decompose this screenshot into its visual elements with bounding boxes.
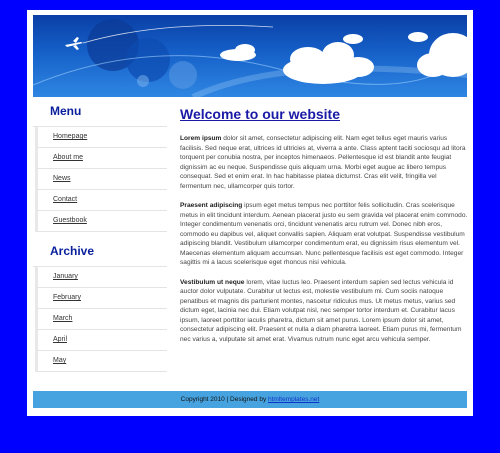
paragraph-3 [180,278,469,345]
archive-item-january[interactable]: January [35,267,167,288]
page-title: Welcome to our website [180,106,340,122]
footer-designer-link[interactable]: htmltemplates.net [268,396,320,403]
archive-item-february[interactable]: February [35,288,167,309]
paragraph-1-text: dolor sit amet, consectetur adipiscing elit. Nam eget tellus eget mauris varius facilisis. Sed neque erat, ultrices id ultricies at, viverra a ante. Class aptent taciti sociosqu ad litora torquent per conubia nostra, per inceptos himenaeos. Pellentesque id est blandit ante feugiat dignissim ac eu neque. Suspendisse quis aliquam urna. Morbi eget augue ac libero tempus consequat. Sed et enim erat. In hac habitasse platea dictumst. Cras elit velit, fringilla vel fermentum nec, ullamcorper quis tortor. [180,135,466,190]
paragraph-2 [180,201,469,268]
sky-clouds-illustration [33,15,467,97]
menu-item-about-me[interactable]: About me [35,148,167,169]
sidebar [33,104,167,372]
menu-item-news[interactable]: News [35,169,167,190]
paragraph-1 [180,134,469,191]
menu-heading: Menu [50,104,82,118]
menu-item-homepage[interactable]: Homepage [35,127,167,148]
archive-item-april[interactable]: April [35,330,167,351]
archive-heading: Archive [50,244,95,258]
menu-list [33,126,167,232]
menu-item-contact[interactable]: Contact [35,190,167,211]
header-banner [33,15,467,97]
archive-list [33,266,167,372]
paragraph-1-lead: Lorem ipsum [180,135,222,142]
paragraph-3-lead: Vestibulum ut neque [180,278,245,286]
menu-item-guestbook[interactable]: Guestbook [35,211,167,232]
paragraph-3-text: lorem, vitae luctus leo. Praesent interdum sapien sed lectus vehicula id auctor dolor vulputate. Curabitur ut lectus est, molestie vestibulum mi. Cum sociis natoque penatibus et magnis dis parturient montes, nascetur ridiculus mus. Ut metus metus, varius sed dictum eget, lacinia nec dui. Etiam volutpat nisl, nec semper tortor interdum et. Curabitur lacus ipsum, laoreet porttitor iaculis pharetra, dictum sit amet purus. Lorem ipsum dolor sit amet, consectetur adipiscing elit. Praesent et nulla a diam pharetra laoreet. Etiam purus mi, fermentum nec varius a, vulputate sit amet erat. Vivamus rutrum nunc eget arcu vehicula semper. [180,278,462,343]
footer-copyright: Copyright 2010 | Designed by [180,396,268,403]
page-container [27,10,473,416]
archive-item-march[interactable]: March [35,309,167,330]
main-content [180,104,469,344]
archive-item-may[interactable]: May [35,351,167,372]
footer-bar [33,391,467,408]
paragraph-2-lead: Praesent adipiscing [180,202,243,209]
paragraph-2-text: ipsum eget metus tempus nec porttitor felis sollicitudin. Cras scelerisque metus in elit tincidunt interdum. Aenean placerat justo eu sem gravida vel placerat enim commodo. Integer condimentum venenatis orci, tincidunt venenatis arcu rutrum vel. Donec nibh eros, commodo eu dapibus vel, aliquet convallis sapien. Aliquam erat volutpat. Suspendisse vestibulum adipiscing blandit. Vestibulum ullamcorper condimentum erat, eu dignissim risus elementum vel. Maecenas elementum aliquam accumsan. Nunc pellentesque facilisis est eget commodo. Integer sagittis mi a lacus scelerisque eget rhoncus nisi vehicula. [180,202,468,266]
